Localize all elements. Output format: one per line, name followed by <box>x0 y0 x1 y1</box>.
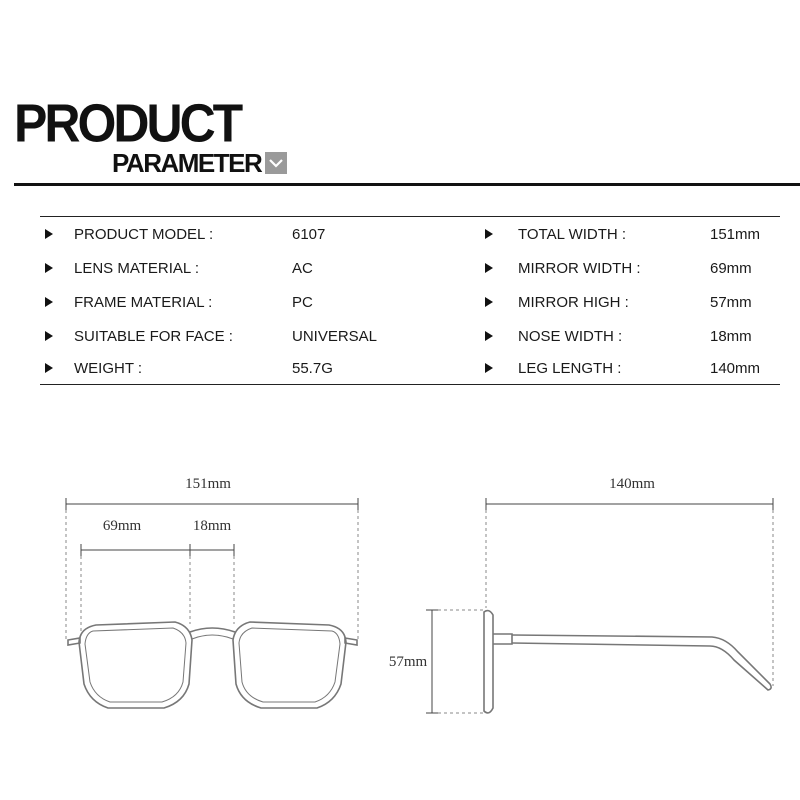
arrow-right-icon <box>485 297 493 307</box>
nose-width-label: 18mm <box>192 518 232 534</box>
left-hinge <box>68 638 80 645</box>
param-value: UNIVERSAL <box>292 327 378 345</box>
param-value: 18mm <box>710 327 752 345</box>
param-row <box>0 292 400 312</box>
bridge <box>190 628 235 632</box>
param-label: WEIGHT : <box>74 359 143 377</box>
side-view <box>389 476 773 713</box>
param-value: PC <box>292 293 313 311</box>
param-row <box>400 292 800 312</box>
lens-profile <box>484 611 493 713</box>
param-label: NOSE WIDTH : <box>518 327 623 345</box>
param-label: SUITABLE FOR FACE : <box>74 327 233 345</box>
param-label: TOTAL WIDTH : <box>518 225 627 243</box>
left-lens-inner <box>85 628 186 702</box>
leg-length-label: 140mm <box>609 476 655 492</box>
param-row <box>400 224 800 244</box>
chevron-down-icon <box>265 152 287 174</box>
param-value: 57mm <box>710 293 752 311</box>
temple-arm <box>512 635 771 690</box>
param-value: 69mm <box>710 259 752 277</box>
arrow-right-icon <box>485 229 493 239</box>
param-row <box>400 258 800 278</box>
bridge-lower <box>192 635 233 639</box>
param-value: 6107 <box>292 225 326 243</box>
param-value: 140mm <box>710 359 761 377</box>
glasses-side <box>484 611 771 713</box>
param-label: LENS MATERIAL : <box>74 259 200 277</box>
param-row <box>0 224 400 244</box>
param-row <box>0 258 400 278</box>
right-hinge <box>345 638 357 645</box>
subtitle-group <box>112 150 287 176</box>
arrow-right-icon <box>45 263 53 273</box>
param-row <box>400 358 800 378</box>
glasses-dimension-diagram <box>0 440 800 800</box>
arrow-right-icon <box>45 297 53 307</box>
arrow-right-icon <box>45 229 53 239</box>
param-label: MIRROR HIGH : <box>518 293 629 311</box>
param-value: 55.7G <box>292 359 333 377</box>
arrow-right-icon <box>485 263 493 273</box>
param-label: PRODUCT MODEL : <box>74 225 214 243</box>
param-label: MIRROR WIDTH : <box>518 259 641 277</box>
param-value: AC <box>292 259 313 277</box>
side-hinge <box>493 634 512 644</box>
table-top-rule <box>40 216 780 217</box>
param-row <box>0 358 400 378</box>
param-row <box>400 326 800 346</box>
glasses-front <box>68 622 357 708</box>
param-label: FRAME MATERIAL : <box>74 293 213 311</box>
arrow-right-icon <box>485 331 493 341</box>
product-title: PRODUCT <box>14 92 241 154</box>
product-subtitle: PARAMETER <box>112 148 262 178</box>
front-view <box>66 476 358 708</box>
param-row <box>0 326 400 346</box>
right-lens-inner <box>239 628 340 702</box>
mirror-high-label: 57mm <box>388 654 428 670</box>
header-divider <box>14 183 800 186</box>
arrow-right-icon <box>45 363 53 373</box>
param-label: LEG LENGTH : <box>518 359 622 377</box>
param-value: 151mm <box>710 225 761 243</box>
table-bottom-rule <box>40 384 780 385</box>
total-width-label: 151mm <box>185 476 231 492</box>
arrow-right-icon <box>45 331 53 341</box>
arrow-right-icon <box>485 363 493 373</box>
mirror-width-label: 69mm <box>102 518 142 534</box>
